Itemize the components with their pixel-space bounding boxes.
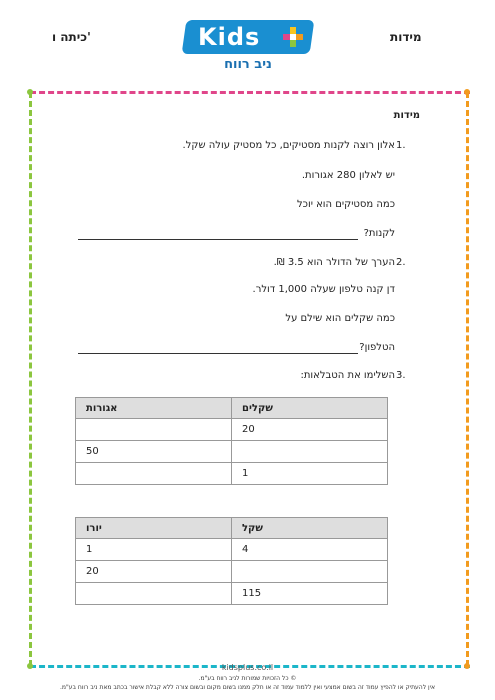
corner-dot [27, 89, 33, 95]
border-top [30, 91, 470, 94]
answer-line[interactable] [78, 353, 358, 354]
table-row [76, 463, 388, 485]
table-row [76, 539, 388, 561]
question-text: אלון רוצה לקנות מסטיקים, כל מסטיק עולה שקל. [182, 140, 395, 151]
question-number: 2. [396, 257, 406, 268]
table-cell[interactable]: 1 [76, 539, 232, 561]
logo-subtitle: ניב רווח [224, 57, 272, 72]
conversion-table-2 [75, 517, 388, 605]
question-text: הערך של הדולר הוא 3.5 ₪. [273, 257, 395, 268]
question-text: השלימו את הטבלאות: [300, 370, 395, 381]
table-row [76, 441, 388, 463]
table-header: אגורות [76, 398, 232, 419]
footer-copyright: © כל הזכויות שמורות לניב רווח בע"מ. [198, 675, 297, 682]
question-text: כמה מסטיקים הוא יוכל [297, 199, 395, 210]
question-text: יש לאלון 280 אגורות. [301, 170, 395, 181]
table-header: יורו [76, 518, 232, 539]
question-number: 1. [396, 140, 406, 151]
section-title: מידות [393, 110, 420, 121]
footer-site[interactable]: kidsplus.co.il [221, 663, 274, 672]
table-row [76, 561, 388, 583]
table-cell[interactable] [76, 463, 232, 485]
table-cell[interactable] [232, 441, 388, 463]
grade-label: כיתה ו' [52, 30, 91, 44]
kids-logo [184, 20, 312, 75]
answer-line[interactable] [78, 239, 358, 240]
table-cell[interactable]: 4 [232, 539, 388, 561]
question-text: הטלפון? [359, 342, 395, 353]
plus-icon [282, 26, 304, 48]
table-header: שקלים [232, 398, 388, 419]
table-cell[interactable] [76, 419, 232, 441]
corner-dot [464, 89, 470, 95]
question-text: לקנות? [363, 228, 395, 239]
question-text: כמה שקלים הוא שילם על [285, 313, 395, 324]
conversion-table-1 [75, 397, 388, 485]
footer-notice: אין להעתיק או להפיץ עמוד זה בשום אמצעי ואין ללמוד עמוד זה או חלק ממנו בשום מקום ובשום צורה ללא קבלת אישור בכתב מאת ניב רווח בע"מ. [59, 684, 436, 691]
table-header: שקל [232, 518, 388, 539]
border-left [29, 92, 32, 666]
table-cell[interactable] [232, 561, 388, 583]
table-cell[interactable]: 20 [76, 561, 232, 583]
table-cell[interactable]: 1 [232, 463, 388, 485]
question-number: 3. [396, 370, 406, 381]
question-text: דן קנה טלפון שעלה 1,000 דולר. [252, 284, 395, 295]
table-row [76, 583, 388, 605]
table-cell[interactable]: 50 [76, 441, 232, 463]
table-cell[interactable]: 115 [232, 583, 388, 605]
table-cell[interactable] [76, 583, 232, 605]
table-cell[interactable]: 20 [232, 419, 388, 441]
border-right [466, 92, 469, 666]
subject-label: מידות [390, 30, 422, 44]
logo-text: Kids [198, 23, 261, 51]
table-row [76, 419, 388, 441]
